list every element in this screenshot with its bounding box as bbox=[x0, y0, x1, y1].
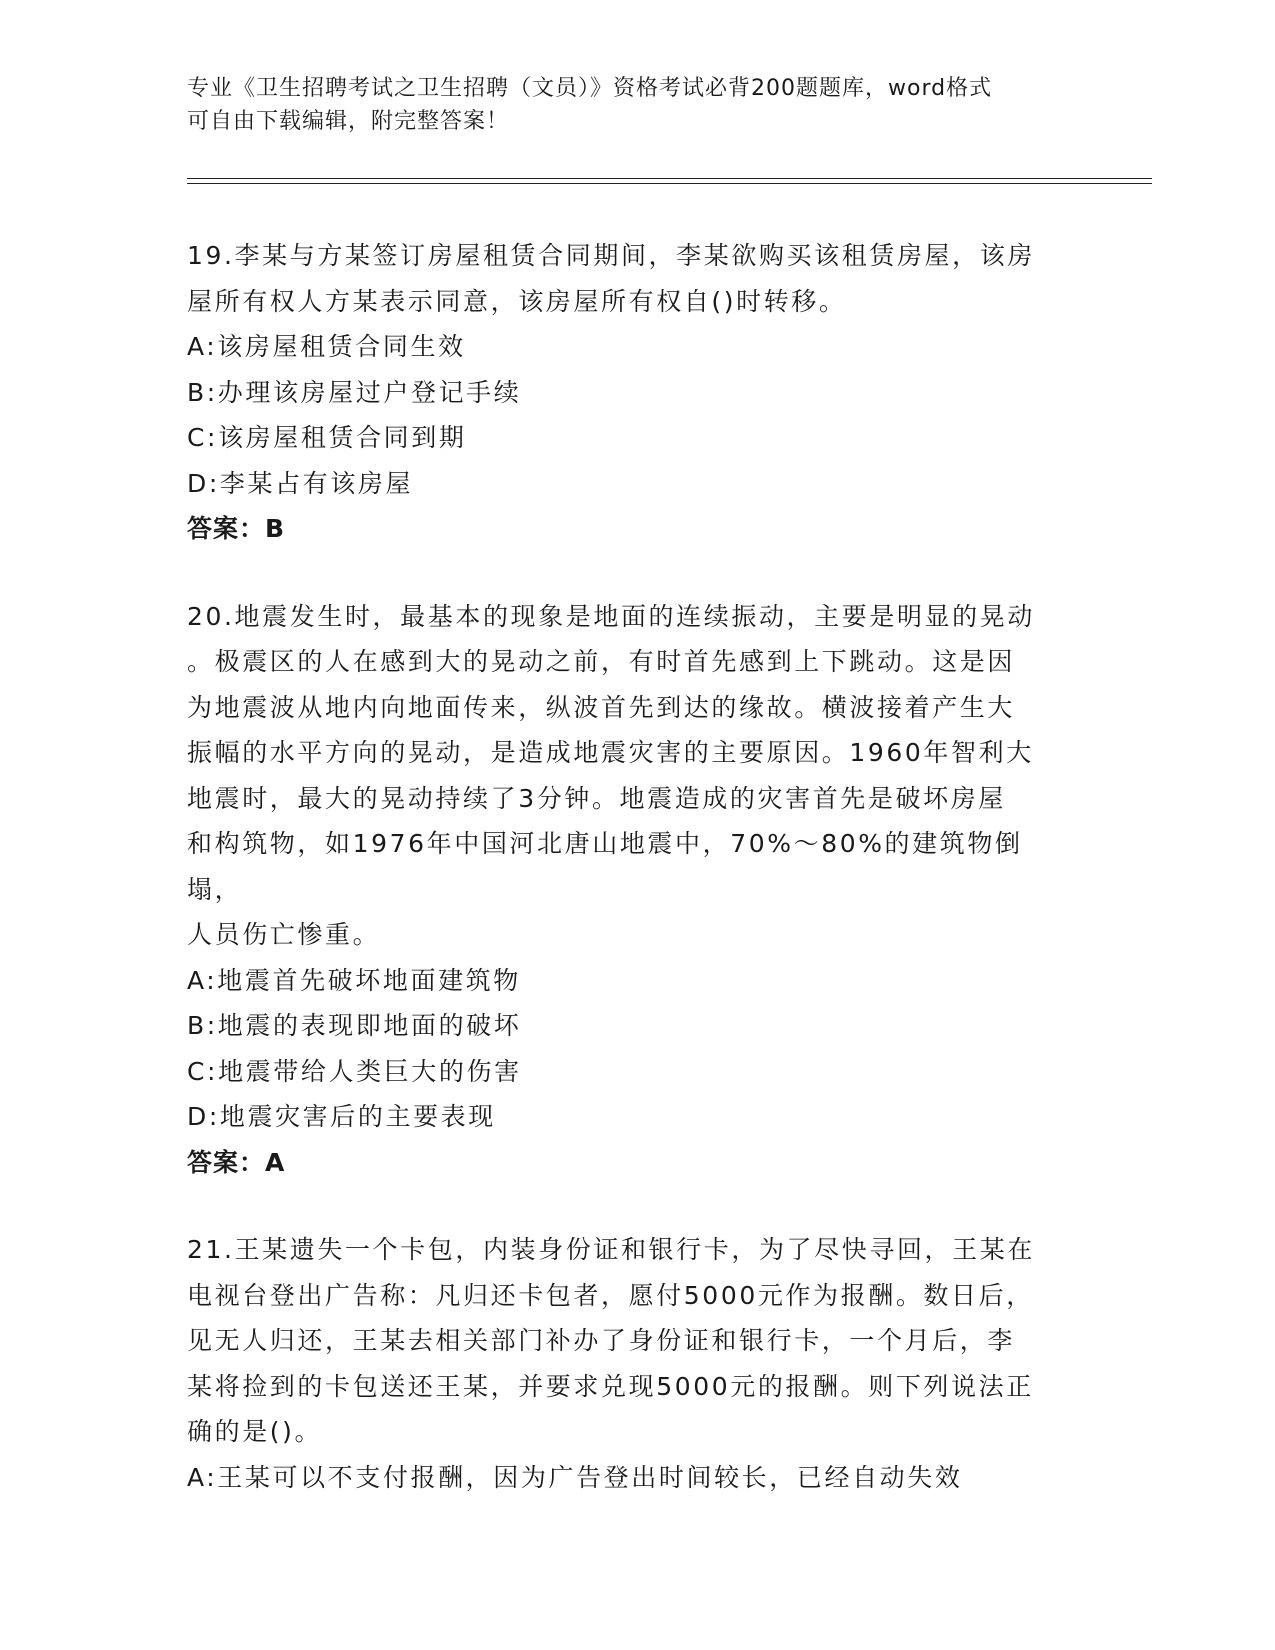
option-a: A:该房屋租赁合同生效 bbox=[187, 332, 466, 361]
question-stem-line: 21.王某遗失一个卡包，内装身份证和银行卡，为了尽快寻回，王某在 bbox=[187, 1235, 1035, 1264]
question-stem-line: 确的是()。 bbox=[187, 1417, 323, 1446]
option-b: B:地震的表现即地面的破坏 bbox=[187, 1011, 522, 1040]
question-stem-line: 地震时，最大的晃动持续了3分钟。地震造成的灾害首先是破坏房屋 bbox=[187, 783, 1006, 813]
option-d: D:李某占有该房屋 bbox=[187, 468, 414, 498]
question-stem-line: 电视台登出广告称：凡归还卡包者，愿付5000元作为报酬。数日后， bbox=[187, 1280, 1034, 1310]
question-20 bbox=[187, 594, 1067, 1186]
question-19 bbox=[187, 233, 1067, 552]
header-line-1: 专业《卫生招聘考试之卫生招聘（文员）》资格考试必背200题题库，word格式 bbox=[187, 76, 993, 101]
question-stem-line: 见无人归还，王某去相关部门补办了身份证和银行卡，一个月后，李 bbox=[187, 1326, 1016, 1355]
question-stem-line: 屋所有权人方某表示同意，该房屋所有权自()时转移。 bbox=[187, 286, 847, 316]
question-stem-line: 某将捡到的卡包送还王某，并要求兑现5000元的报酬。则下列说法正 bbox=[187, 1371, 1034, 1401]
option-d: D:地震灾害后的主要表现 bbox=[187, 1102, 496, 1131]
page-header bbox=[187, 72, 1067, 138]
option-c: C:该房屋租赁合同到期 bbox=[187, 423, 467, 452]
question-stem-line: 和构筑物，如1976年中国河北唐山地震中，70%～80%的建筑物倒塌， bbox=[187, 829, 1023, 904]
question-21 bbox=[187, 1227, 1067, 1500]
option-a: A:地震首先破坏地面建筑物 bbox=[187, 965, 521, 995]
question-stem-line: 振幅的水平方向的晃动，是造成地震灾害的主要原因。1960年智利大 bbox=[187, 738, 1034, 767]
option-c: C:地震带给人类巨大的伤害 bbox=[187, 1056, 522, 1086]
option-b: B:办理该房屋过户登记手续 bbox=[187, 377, 522, 407]
question-list bbox=[187, 233, 1067, 1542]
question-stem-line: 人员伤亡惨重。 bbox=[187, 920, 381, 949]
option-a: A:王某可以不支付报酬，因为广告登出时间较长，已经自动失效 bbox=[187, 1462, 963, 1492]
question-stem-line: 20.地震发生时，最基本的现象是地面的连续振动，主要是明显的晃动 bbox=[187, 601, 1035, 631]
question-stem-line: 19.李某与方某签订房屋租赁合同期间，李某欲购买该租赁房屋，该房 bbox=[187, 241, 1035, 270]
header-line-2: 可自由下载编辑，附完整答案！ bbox=[187, 109, 510, 134]
answer: 答案：B bbox=[187, 514, 286, 543]
header-divider bbox=[187, 178, 1152, 184]
question-stem-line: 。极震区的人在感到大的晃动之前，有时首先感到上下跳动。这是因 bbox=[187, 647, 1016, 676]
answer: 答案：A bbox=[187, 1147, 286, 1177]
question-stem-line: 为地震波从地内向地面传来，纵波首先到达的缘故。横波接着产生大 bbox=[187, 692, 1016, 722]
